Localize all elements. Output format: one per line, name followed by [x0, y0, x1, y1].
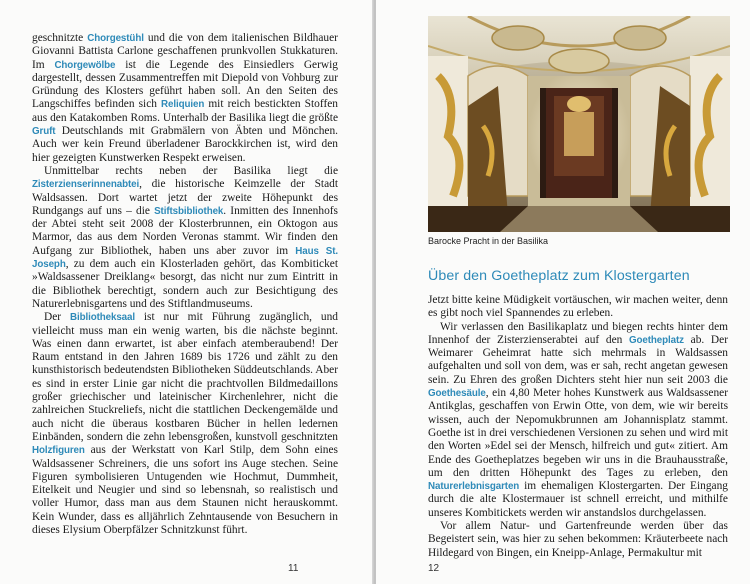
page-number-right: 12 [428, 563, 440, 574]
keyword-highlight: Holzfiguren [32, 445, 85, 457]
keyword-highlight: Haus St. Joseph [32, 245, 338, 271]
section-heading: Über den Goetheplatz zum Klostergarten [428, 268, 690, 284]
left-paragraph-1: geschnitzte Chorgestühl und die von dem italienischen Bildhauer Giovanni Battista Carlone geschaffenen prunkvollen Stukkaturen. Im Chorgewölbe ist die Legende des Einsiedlers Gerwig dargestellt, dessen Zusammentreffen mit Diepold von Vohburg zur Gründung des Klosters geführt haben soll. An den Seiten des Langschiffes befinden sich Reliquien mit reich bestickten Stoffen aus den Katakomben Roms. Unterhalb der Basilika liegt die größte Gruft Deutschlands mit Grabmälern von Äbten und Mönchen. Auch wer kein Freund überladener Barockkirchen ist, wird den hier gezeigten Kunstwerken Respekt erweisen. [32, 32, 338, 164]
right-page-body [428, 294, 728, 560]
keyword-highlight: Reliquien [161, 99, 205, 111]
keyword-highlight: Chorgewölbe [54, 59, 116, 71]
left-paragraph-3: Der Bibliotheksaal ist nur mit Führung zugänglich, und vielleicht muss man ein wenig warten, bis die nächste beginnt. Was einen dann erwartet, ist aber einfach atemberaubend! Der Raum entstand in den Jahren 1689 bis 1726 und zählt zu den kunsthistorisch bedeutendsten Bibliotheken Süddeutschlands. Aber es sind in erster Linie gar nicht die prachtvollen Bildmedaillons großer griechischer und lateinischer Kirchenlehrer, nicht die zahlreichen Stuckreliefs, nicht die stattlichen Deckengemälde und auch nicht die überaus kostbaren Bücher in hellen ledernen Einbänden, sondern die zehn lebensgroßen, kunstvoll geschnitzten Holzfiguren aus der Werkstatt von Karl Stilp, dem Sohn eines Waldsassener Schreiners, die uns sofort ins Auge stechen. Seine Figuren symbolisieren Untugenden wie Hochmut, Dummheit, Eitelkeit und Neugier und sind so lebensnah, so realistisch und voller Humor, dass man aus dem Staunen nicht herauskommt. Kein Wunder, dass es alljährlich Zehntausende von Besuchern in dieses Elysium Oberpfälzer Schnitzkunst führt. [32, 311, 338, 536]
keyword-highlight: Zisterzienserinnenabtei [32, 179, 140, 191]
left-page-body [32, 32, 338, 537]
basilica-photo [428, 16, 730, 232]
right-paragraph-1: Jetzt bitte keine Müdigkeit vortäuschen, wir machen weiter, denn es gibt noch viel Spannendes zu erleben. [428, 294, 728, 320]
right-paragraph-3: Vor allem Natur- und Gartenfreunde werden über das Begeistert sein, was hier zu sehen bekommen: Kräuterbeete nach Hildegard von Bingen, ein Kneipp-Anlage, Permakultur mit [428, 520, 728, 559]
photo-caption: Barocke Pracht in der Basilika [428, 236, 549, 246]
keyword-highlight: Gruft [32, 126, 56, 138]
left-paragraph-2: Unmittelbar rechts neben der Basilika liegt die Zisterzienserinnenabtei, die historische Keimzelle der Stadt Waldsassen. Dort wartet jetzt der zweite Höhepunkt des Rundgangs auf uns – die Stiftsbibliothek. Inmitten des Innenhofs der Abtei steht seit 2008 der Klosterbrunnen, ein Oktogon aus Marmor, das aus dem Norden Veronas stammt. Wir finden den Aufgang zur Bibliothek, haben uns aber zuvor im Haus St. Joseph, zu dem auch ein Klosterladen gehört, das Kombiticket »Waldsassener Dreiklang« besorgt, das nicht nur zum Eintritt in die Bibliothek berechtigt, sondern auch zur Besichtigung des Naturerlebnisgartens und des Stiftlandmuseums. [32, 164, 338, 310]
keyword-highlight: Chorgestühl [87, 33, 144, 44]
keyword-highlight: Goetheplatz [629, 334, 684, 346]
left-page [0, 0, 374, 584]
keyword-highlight: Goethesäule [428, 388, 486, 400]
keyword-highlight: Bibliotheksaal [69, 312, 135, 324]
keyword-highlight: Stiftsbibliothek [154, 205, 224, 217]
page-number-left: 11 [288, 563, 299, 574]
right-paragraph-2: Wir verlassen den Basilikaplatz und biegen rechts hinter dem Innenhof der Zisterzienserabtei auf den Goetheplatz ab. Der Weimarer Geheimrat hatte sich mehrmals in Waldsassen aufgehalten und soll von dem, was er sah, recht angetan gewesen sein. Zu Ehren des großen Dichters steht hier nun seit 2003 die Goethesäule, ein 4,80 Meter hohes Kunstwerk aus Waldsassener Antikglas, geschaffen von Erwin Otte, von dem, wie wir bereits wissen, auch der Nepomukbrunnen am Johannisplatz stammt. Goethe ist in drei verschiedenen Versionen zu sehen und wird mit den Worten »Edel sei der Mensch, hilfreich und gut« zitiert. Am Ende des Goetheplatzes begeben wir uns in die Brauhausstraße, um den dritten Höhepunkt des Tages zu erleben, den Naturerlebnisgarten im ehemaligen Klostergarten. Der Eingang durch die alte Klostermauer ist schnell erreicht, und mithilfe unseres Kombitickets werden wir anstandslos durchgelassen. [428, 320, 728, 519]
keyword-highlight: Naturerlebnisgarten [428, 481, 520, 493]
